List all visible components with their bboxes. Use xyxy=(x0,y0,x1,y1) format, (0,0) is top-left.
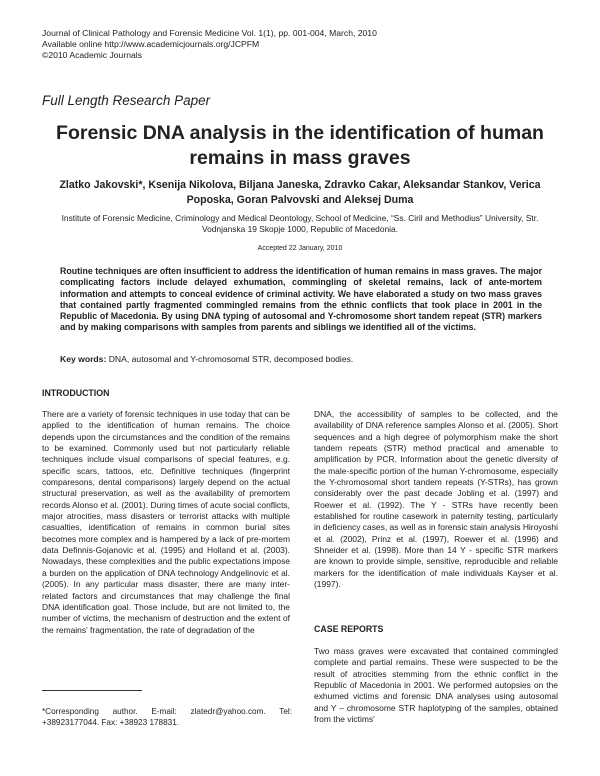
journal-citation: Journal of Clinical Pathology and Forensic Medicine Vol. 1(1), pp. 001-004, March, 2010 xyxy=(42,28,377,38)
introduction-heading: INTRODUCTION xyxy=(42,388,110,398)
abstract: Routine techniques are often insufficient to address the identification of human remains in mass graves. The major complicating factors include delayed exhumation, commingling of skeletal remains, lack of ante-mortem information and attempts to conceal evidence of criminal activity. We have elaborated a study on two mass graves that contained partly fragmented commingled remains from the ethnic conflicts that took place in 2001 in the Republic of Macedonia. By using DNA typing of autosomal and Y-chromosome short tandem repeat (STR) markers and by making comparisons with samples from parents and siblings we identified all of the victims. xyxy=(60,266,542,333)
keywords-label: Key words: xyxy=(60,354,107,364)
journal-copyright: ©2010 Academic Journals xyxy=(42,50,142,60)
paper-type: Full Length Research Paper xyxy=(42,93,211,108)
accepted-date: Accepted 22 January, 2010 xyxy=(257,245,343,252)
case-reports-text xyxy=(314,646,558,725)
keywords-text: DNA, autosomal and Y-chromosomal STR, decomposed bodies. xyxy=(108,354,354,364)
affiliation: Institute of Forensic Medicine, Criminology and Medical Deontology, School of Medicine, “Ss. Ciril and Methodius” University, Str. Vodnjanska 19 Skopje 1000, Republic of Macedonia. xyxy=(61,213,539,234)
introduction-left-column xyxy=(42,409,290,636)
corresponding-author-footnote: *Corresponding author. E-mail: zlatedr@yahoo.com. Tel: +38923177044. Fax: +38923 178831. xyxy=(42,707,292,727)
case-reports-heading: CASE REPORTS xyxy=(314,624,384,634)
introduction-paragraph: There are a variety of forensic techniques in use today that can be applied to the identification of human remains. The choice depends upon the circumstances and the condition of the remains to be examined. Commonly used but not particularly reliable techniques include visual comparisons of special features, e.g. specific scars, tattoos, etc. Definitive techniques (fingerprint comparesons, dental comparisons) largely depend on the actual structural preservation, as well as the availability of premortem records Alonso et al. (2001). During times of acute social conflicts, major atrocities, mass disasters or terrorist attacks with multiple casualties, identification of remains in common burial sites becomes more complex and is hampered by a lack of pre-mortem data Definnis-Gojanovic et al. (1995) and Holland et al. (2003). Nowadays, these complexities and the public expectations impose a burden on the application of DNA technology Andgelinovic et al. (2005). In any particular mass disaster, there are many inter-related factors and circumstances that may challenge the final DNA identification goal. Those include, but are not limited to, the number of victims, the mechanism of destruction and the extent of the remains' fragmentation, the rate of degradation of the xyxy=(42,409,290,635)
case-reports-paragraph: Two mass graves were excavated that contained commingled complete and partial remains. These were suspected to be the result of atrocities stemming from the ethnic conflict in the Republic of Macedonia in 2001. We performed autopsies on the exhumed victims and forensic DNA analyses using autosomal and Y – chromosome STR haplotyping of the samples, obtained from the victims' xyxy=(314,646,558,725)
journal-header xyxy=(42,28,377,61)
introduction-continuation: DNA, the accessibility of samples to be collected, and the availability of DNA reference samples Alonso et al. (2005). Short sequences and a high degree of polymorphism make the short tandem repeats (STR) method practical and amenable to amplification by PCR. Information about the genetic diversity of the male-specific portion of the human Y-chromosome, especially the Y-chromosomal short tandem repeats (Y-STRs), has grown considerably over the past decade Jobling et al. (1997) and Roewer et al. (1992). The Y - STRs have recently been established for routine casework in paternity testing, particularly in deficiency cases, as well as in forensic stain analysis Hiroyoshi et al. (2002), Prinz et al. (1997), Roewer et al. (1996) and Shneider et al. (1998). More than 14 Y - specific STR markers are known to provide simple, sensitive, reproducible and reliable markers for the identification of male individuals Kayser et al. (1997). xyxy=(314,409,558,590)
keywords xyxy=(60,354,542,364)
author-list: Zlatko Jakovski*, Ksenija Nikolova, Biljana Janeska, Zdravko Cakar, Aleksandar Stankov, Verica Poposka, Goran Palvovski and Aleksej Duma xyxy=(59,179,541,206)
footnote-divider xyxy=(42,690,142,691)
introduction-right-column xyxy=(314,409,558,591)
paper-title: Forensic DNA analysis in the identification of human remains in mass graves xyxy=(56,122,544,169)
journal-url: Available online http://www.academicjournals.org/JCPFM xyxy=(42,39,260,49)
